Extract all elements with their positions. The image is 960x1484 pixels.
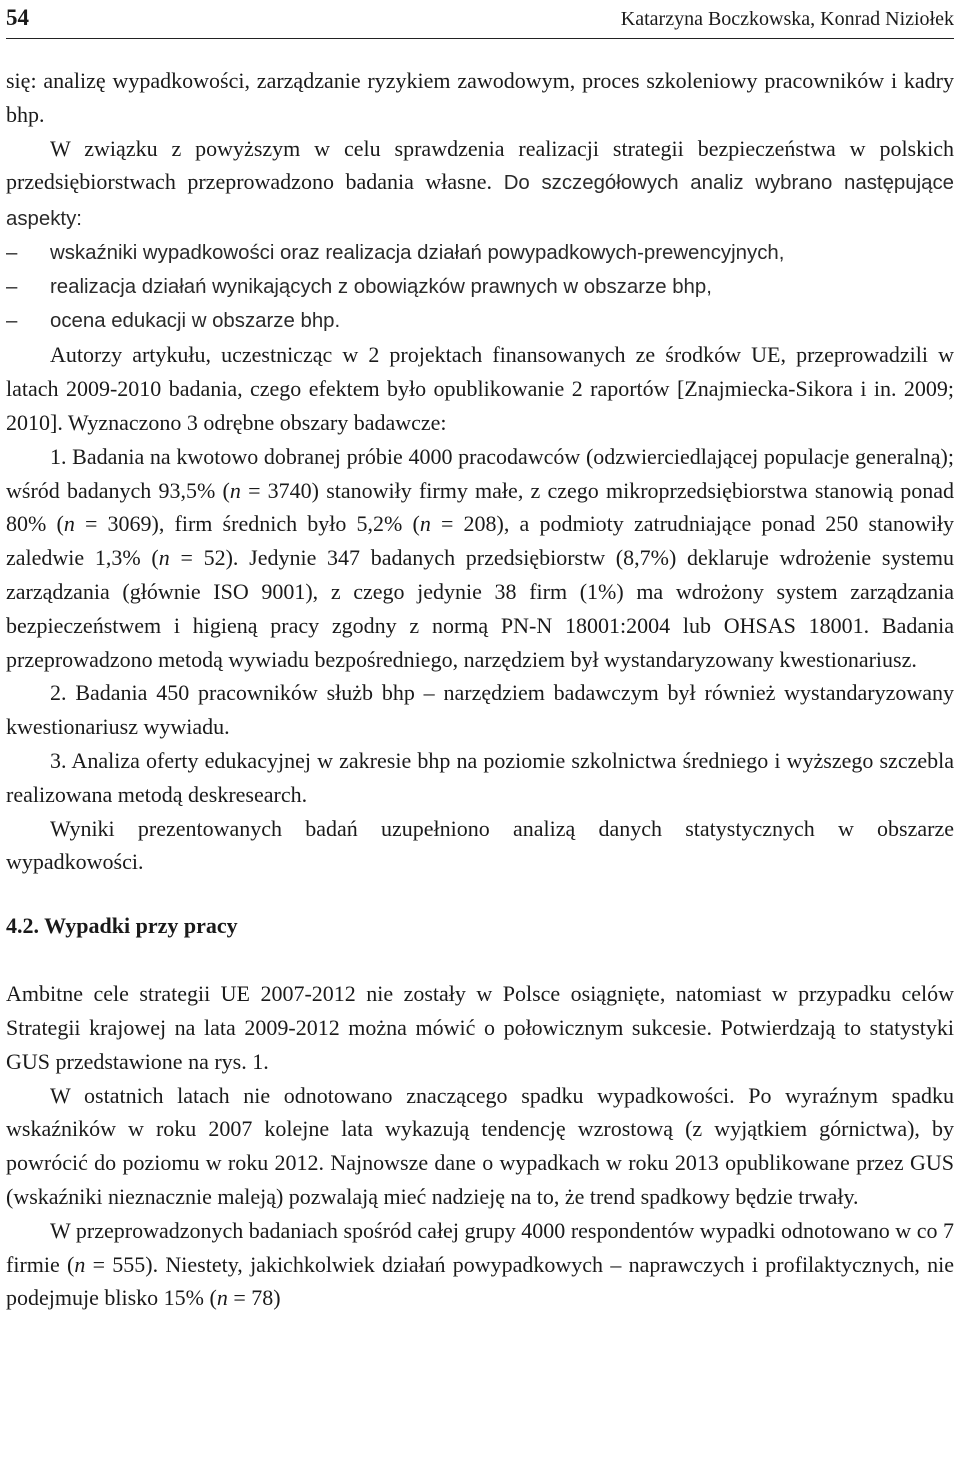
list-dash: – [6, 241, 18, 264]
section3-text-a: W przeprowadzonych badaniach spośród całej grupy 4000 respondentów wypadki odnotowano w co 7 firmie ( [6, 1217, 954, 1277]
paragraph-authors: Autorzy artykułu, uczestnicząc w 2 projektach finansowanych ze środków UE, przeprowadzili w latach 2009-2010 badania, czego efektem było opublikowanie 2 raportów [Znajmiecka-Sikora i in. 2009; 2010]. Wyznaczono 3 odrębne obszary badawcze: [6, 342, 954, 435]
section3-text-b: = 555). Niestety, jakichkolwiek działań powypadkowych – naprawczych i profilaktycznych, nie podejmuje blisko 15% ( [6, 1251, 954, 1311]
list-item [6, 305, 954, 339]
intro-sans-text: Do szczegółowych analiz wybrano następujące aspekty: [6, 172, 954, 231]
paragraph-area-3: 3. Analiza oferty edukacyjnej w zakresie bhp na poziomie szkolnictwa średniego i wyższego szczebla realizowana metodą deskresearch. [6, 747, 954, 807]
page-header [6, 0, 954, 39]
page-body [6, 64, 954, 1315]
intro-serif-text: W związku z powyższym w celu sprawdzenia realizacji strategii bezpieczeństwa w polskich przedsiębiorstwach przeprowadzono badania własne. [6, 135, 954, 195]
area1-text-d: = 208), a podmioty zatrudniające ponad 250 stanowiły zaledwie 1,3% ( [6, 511, 954, 571]
paragraph-section-2: W ostatnich latach nie odnotowano znaczącego spadku wypadkowości. Po wyraźnym spadku wskaźników w roku 2007 kolejne lata wykazują tendencję wzrostową (z wyjątkiem górnictwa), by powrócić do poziomu w roku 2012. Najnowsze dane o wypadkach w roku 2013 opublikowane przez GUS (wskaźniki nieznacznie maleją) pozwalają mieć nadzieję na to, że trend spadkowy będzie trwały. [6, 1082, 954, 1209]
paragraph-section-1: Ambitne cele strategii UE 2007-2012 nie zostały w Polsce osiągnięte, natomiast w przypadku celów Strategii krajowej na lata 2009-2012 można mówić o połowicznym sukcesie. Potwierdzają to statystyki GUS przedstawione na rys. 1. [6, 981, 954, 1074]
variable-n: n [229, 477, 241, 503]
list-item-text: ocena edukacji w obszarze bhp. [50, 309, 341, 332]
variable-n: n [216, 1285, 228, 1311]
paragraph-area-1 [6, 440, 954, 677]
page-number: 54 [6, 5, 29, 30]
area1-text-e: = 52). Jedynie 347 badanych przedsiębiorstw (8,7%) deklaruje wdrożenie systemu zarządzania (głównie ISO 9001), z czego jedynie 38 firm (1%) ma wdrożony system zarządzania bezpieczeństwem i higieną pracy zgodny z normą PN-N 18001:2004 lub OHSAS 18001. Badania przeprowadzono metodą wywiadu bezpośredniego, narzędziem był wystandaryzowany kwestionariusz. [6, 545, 954, 672]
aspects-list [6, 237, 954, 338]
paragraph-section-3 [6, 1214, 954, 1315]
section3-text-c: = 78) [227, 1285, 281, 1311]
variable-n: n [158, 545, 170, 571]
list-dash: – [6, 275, 18, 298]
variable-n: n [74, 1251, 86, 1277]
paragraph-continued: się: analizę wypadkowości, zarządzanie ryzykiem zawodowym, proces szkoleniowy pracowników i kadry bhp. [6, 68, 954, 127]
section-heading: 4.2. Wypadki przy pracy [6, 913, 238, 939]
paragraph-area-2: 2. Badania 450 pracowników służb bhp – narzędziem badawczym był również wystandaryzowany kwestionariusz wywiadu. [6, 680, 954, 740]
area1-text-a: 1. Badania na kwotowo dobranej próbie 4000 pracodawców (odzwierciedlającej populacje generalną); wśród badanych 93,5% ( [6, 443, 954, 503]
running-head-authors: Katarzyna Boczkowska, Konrad Niziołek [620, 8, 954, 30]
area1-text-c: = 3069), firm średnich było 5,2% ( [74, 511, 420, 537]
list-item-text: wskaźniki wypadkowości oraz realizacja działań powypadkowych-prewencyjnych, [50, 241, 785, 264]
variable-n: n [63, 511, 75, 537]
list-item [6, 237, 954, 271]
list-item-text: realizacja działań wynikających z obowiązków prawnych w obszarze bhp, [50, 275, 712, 298]
paragraph-intro [6, 132, 954, 237]
variable-n: n [419, 511, 431, 537]
list-dash: – [6, 309, 18, 332]
area1-text-b: = 3740) stanowiły firmy małe, z czego mikroprzedsiębiorstwa stanowią ponad 80% ( [6, 477, 954, 537]
list-item [6, 271, 954, 305]
paragraph-summary: Wyniki prezentowanych badań uzupełniono analizą danych statystycznych w obszarze wypadkowości. [6, 815, 954, 875]
